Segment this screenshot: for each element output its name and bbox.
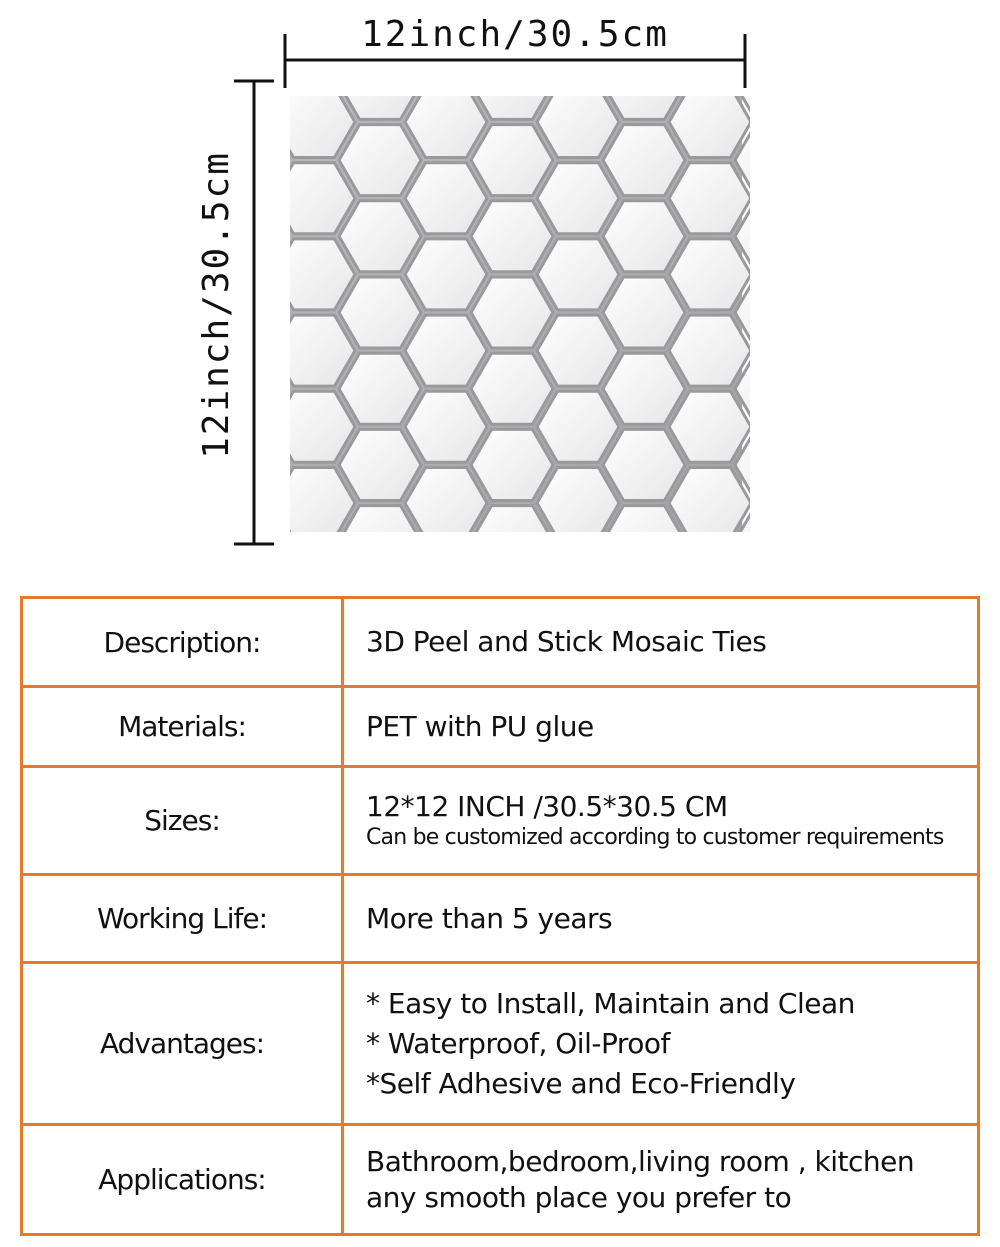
spec-value	[343, 767, 979, 875]
hexagon-cells	[282, 86, 762, 556]
spec-key: Advantages:	[22, 963, 343, 1125]
spec-row-description	[22, 598, 979, 687]
spec-row-materials	[22, 687, 979, 767]
spec-value	[343, 963, 979, 1125]
spec-key: Materials:	[22, 687, 343, 767]
spec-value	[343, 687, 979, 767]
spec-row-sizes	[22, 767, 979, 875]
spec-value	[343, 875, 979, 963]
spec-key: Description:	[22, 598, 343, 687]
spec-value-note: Can be customized according to customer requirements	[366, 824, 944, 850]
spec-value-line: 3D Peel and Stick Mosaic Ties	[366, 625, 767, 658]
spec-value-line: * Easy to Install, Maintain and Clean	[366, 986, 855, 1020]
hexagon-tile-sheet	[282, 86, 762, 556]
spec-value	[343, 598, 979, 687]
spec-value	[343, 1125, 979, 1235]
spec-key: Sizes:	[22, 767, 343, 875]
spec-value-line: * Waterproof, Oil-Proof	[366, 1026, 670, 1060]
spec-row-working-life	[22, 875, 979, 963]
spec-table	[20, 596, 980, 1236]
width-dimension	[282, 14, 748, 92]
height-dimension-label: 12inch/30.5cm	[196, 151, 237, 459]
spec-value-line: Bathroom,bedroom,living room , kitchen	[366, 1144, 915, 1178]
spec-key: Working Life:	[22, 875, 343, 963]
height-dimension-line	[234, 78, 274, 548]
spec-value-line: *Self Adhesive and Eco-Friendly	[366, 1066, 796, 1100]
spec-value-line: any smooth place you prefer to	[366, 1180, 792, 1214]
spec-row-advantages	[22, 963, 979, 1125]
spec-value-line: 12*12 INCH /30.5*30.5 CM	[366, 789, 728, 823]
spec-value-line: PET with PU glue	[366, 709, 594, 743]
spec-key: Applications:	[22, 1125, 343, 1235]
spec-row-applications	[22, 1125, 979, 1235]
spec-value-line: More than 5 years	[366, 901, 613, 935]
width-dimension-label: 12inch/30.5cm	[361, 14, 669, 55]
